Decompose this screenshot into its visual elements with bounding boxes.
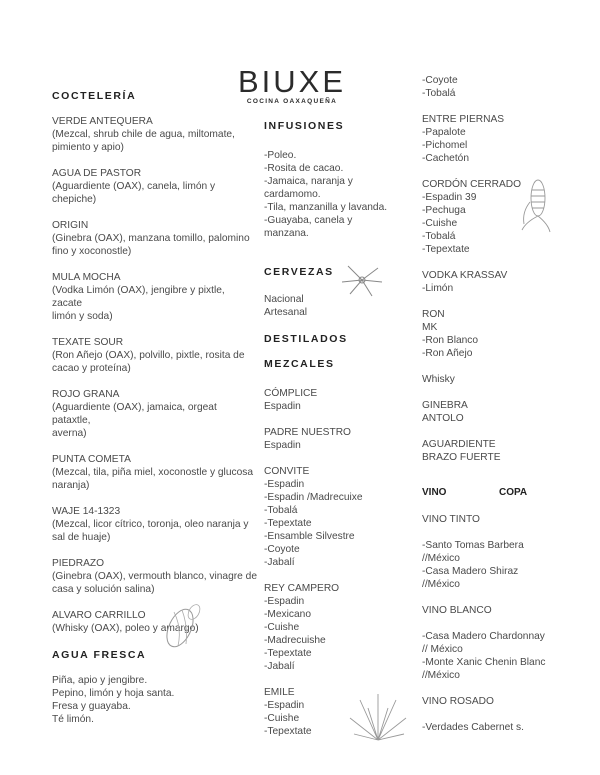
cocteleria-list [52, 115, 257, 635]
infusion-item: -Rosita de cacao. [264, 163, 344, 174]
brand-subtitle: COCINA OAXAQUEÑA [246, 98, 338, 105]
spirit-brand-name: CORDÓN CERRADO [422, 179, 522, 190]
vino-blanco-list [422, 630, 572, 682]
mezcal-variety: -Tobalá [422, 88, 456, 99]
section-title-cervezas: CERVEZAS [264, 266, 334, 278]
brand-name: BIUXE [237, 64, 347, 99]
mezcal-brand-name: CONVITE [264, 466, 310, 477]
mezcal-variety: -Madrecuishe [264, 635, 326, 646]
cocktail-item [52, 167, 257, 206]
section-title-infusiones: INFUSIONES [264, 120, 345, 132]
cocktail-description: (Mezcal, shrub chile de agua, miltomate, [52, 129, 235, 140]
infusion-item: -Guayaba, canela y [264, 215, 353, 226]
cerveza-item: Nacional [264, 294, 304, 305]
mezcal-variety: -Jabalí [264, 557, 295, 568]
mezcal-variety: Espadin [264, 401, 301, 412]
section-title-agua-fresca: AGUA FRESCA [52, 649, 147, 661]
spirit-variety: -Cachetón [422, 153, 470, 164]
cocktail-description: averna) [52, 428, 87, 439]
wine-item: -Casa Madero Shiraz [422, 566, 519, 577]
wine-item: -Monte Xanic Chenin Blanc [422, 657, 546, 668]
mezcal-variety: -Mexicano [264, 609, 311, 620]
spirit-variety: -Ron Blanco [422, 335, 479, 346]
right-top-list [422, 74, 572, 100]
cocktail-item [52, 453, 257, 492]
section-title-cocteleria: COCTELERÍA [52, 90, 137, 102]
cocktail-item [52, 336, 257, 375]
middle-column [264, 120, 414, 751]
mezcal-variety: -Tobalá [264, 505, 298, 516]
mezcal-variety: -Cuishe [264, 622, 300, 633]
spirit-brand [422, 438, 572, 464]
spirit-variety: -Papalote [422, 127, 466, 138]
infusiones-list [264, 149, 414, 240]
infusion-item: manzana. [264, 228, 309, 239]
cocktail-name: VERDE ANTEQUERA [52, 116, 153, 127]
mezcal-brand [264, 387, 414, 413]
cocktail-item [52, 609, 257, 635]
spirit-brand-name: RON [422, 309, 445, 320]
infusion-item: -Poleo. [264, 150, 297, 161]
cerveza-item: Artesanal [264, 307, 308, 318]
spirit-brand-name: Whisky [422, 374, 455, 385]
mezcal-variety: -Tepextate [264, 648, 312, 659]
cocktail-description: (Whisky (OAX), poleo y amargo) [52, 623, 199, 634]
spirit-variety: -Pichomel [422, 140, 468, 151]
cocktail-description: fino y xoconostle) [52, 246, 132, 257]
cocktail-description: (Mezcal, licor cítrico, toronja, oleo naranja y [52, 519, 249, 530]
left-column [52, 90, 257, 726]
cocktail-name: ROJO GRANA [52, 389, 120, 400]
mezcal-brand-name: PADRE NUESTRO [264, 427, 351, 438]
spirit-brand [422, 308, 572, 360]
cocktail-description: casa y solución salina) [52, 584, 155, 595]
mezcal-variety: -Tepextate [264, 518, 312, 529]
cocktail-name: PIEDRAZO [52, 558, 105, 569]
wine-header [422, 486, 572, 499]
cocktail-name: WAJE 14-1323 [52, 506, 121, 517]
spirit-brand-name: GINEBRA [422, 400, 468, 411]
cocktail-item [52, 271, 257, 323]
mezcal-variety: -Espadin [264, 700, 305, 711]
flower-illustration [338, 260, 386, 300]
cocktail-item [52, 219, 257, 258]
cocktail-description: pimiento y apio) [52, 142, 124, 153]
agua-fresca-item: Pepino, limón y hoja santa. [52, 688, 175, 699]
mezcal-variety: -Espadin /Madrecuixe [264, 492, 363, 503]
spirit-brand-name: MK [422, 322, 438, 333]
agua-fresca-item: Piña, apio y jengibre. [52, 675, 148, 686]
spirit-variety: -Tepextate [422, 244, 470, 255]
spirit-brand [422, 373, 572, 386]
cocktail-description: (Aguardiente (OAX), canela, limón y [52, 181, 216, 192]
vino-rosado-title: VINO ROSADO [422, 696, 494, 707]
spirit-variety: -Cuishe [422, 218, 458, 229]
spirit-variety: -Pechuga [422, 205, 466, 216]
wine-item: -Casa Madero Chardonnay [422, 631, 545, 642]
section-title-mezcales: MEZCALES [264, 358, 335, 370]
cocktail-name: MULA MOCHA [52, 272, 121, 283]
mezcal-variety: -Ensamble Silvestre [264, 531, 355, 542]
agua-fresca-item: Fresa y guayaba. [52, 701, 131, 712]
mezcal-brand [264, 465, 414, 569]
cocktail-item [52, 388, 257, 440]
infusion-item: cardamomo. [264, 189, 321, 200]
mezcal-variety: -Coyote [264, 544, 300, 555]
agua-fresca-item: Té limón. [52, 714, 94, 725]
cocktail-name: AGUA DE PASTOR [52, 168, 142, 179]
cocktail-name: PUNTA COMETA [52, 454, 131, 465]
spirit-brand-name: BRAZO FUERTE [422, 452, 501, 463]
cocktail-name: ALVARO CARRILLO [52, 610, 146, 621]
cocktail-description: (Ginebra (OAX), vermouth blanco, vinagre de [52, 571, 257, 582]
cocktail-description: (Mezcal, tila, piña miel, xoconostle y glucosa [52, 467, 254, 478]
spirit-brand-name: ENTRE PIERNAS [422, 114, 505, 125]
vino-tinto-title: VINO TINTO [422, 514, 480, 525]
agave-illustration [346, 688, 410, 744]
mezcal-brand-name: EMILE [264, 687, 295, 698]
spirit-variety: -Limón [422, 283, 454, 294]
mezcal-brand-name: REY CAMPERO [264, 583, 340, 594]
mezcal-variety: Espadin [264, 440, 301, 451]
wine-item: //México [422, 579, 460, 590]
infusion-item: -Tila, manzanilla y lavanda. [264, 202, 388, 213]
cocktail-description: (Ginebra (OAX), manzana tomillo, palomino [52, 233, 250, 244]
spirit-brand-name: VODKA KRASSAV [422, 270, 508, 281]
spirit-variety: -Tobalá [422, 231, 456, 242]
cocktail-description: naranja) [52, 480, 90, 491]
cocktail-description: sal de huaje) [52, 532, 111, 543]
spirit-brand [422, 269, 572, 295]
mezcal-variety: -Espadin [264, 479, 305, 490]
cocktail-description: chepiche) [52, 194, 97, 205]
mezcal-brand [264, 426, 414, 452]
cocktail-item [52, 115, 257, 154]
cocktail-description: (Aguardiente (OAX), jamaica, orgeat pataxtle, [52, 402, 217, 426]
vino-tinto-list [422, 539, 572, 591]
cocktail-name: TEXATE SOUR [52, 337, 124, 348]
vino-blanco-title: VINO BLANCO [422, 605, 492, 616]
vino-rosado-list [422, 721, 572, 734]
cocktail-item [52, 505, 257, 544]
cocktail-item [52, 557, 257, 596]
mezcal-variety: -Tepextate [264, 726, 312, 737]
cocktail-description: limón y soda) [52, 311, 113, 322]
spirit-brand-name: AGUARDIENTE [422, 439, 496, 450]
agua-fresca-list [52, 674, 257, 726]
wine-item: //México [422, 670, 460, 681]
wine-item: -Verdades Cabernet s. [422, 722, 524, 733]
wine-header-copa: COPA [499, 487, 528, 498]
infusion-item: -Jamaica, naranja y [264, 176, 353, 187]
wine-header-vino: VINO [422, 487, 447, 498]
right-groups-list [422, 113, 572, 464]
cocktail-description: (Ron Añejo (OAX), polvillo, pixtle, rosita de [52, 350, 245, 361]
spirit-brand [422, 399, 572, 425]
wine-item: -Santo Tomas Barbera [422, 540, 524, 551]
section-title-destilados: DESTILADOS [264, 333, 348, 345]
wine-item: //México [422, 553, 460, 564]
cocktail-description: (Vodka Limón (OAX), jengibre y pixtle, zacate [52, 285, 225, 309]
cacao-illustration [160, 598, 204, 654]
spirit-variety: -Ron Añejo [422, 348, 473, 359]
spirit-brand-name: ANTOLO [422, 413, 464, 424]
mezcal-variety: -Cuishe [264, 713, 300, 724]
mezcal-brand [264, 582, 414, 673]
cocktail-name: ORIGIN [52, 220, 89, 231]
mezcal-variety: -Espadin [264, 596, 305, 607]
corn-illustration [518, 172, 554, 234]
mezcal-variety: -Jabalí [264, 661, 295, 672]
cocktail-description: cacao y proteína) [52, 363, 131, 374]
mezcal-variety: -Coyote [422, 75, 458, 86]
mezcales-list [264, 387, 414, 738]
mezcal-brand-name: CÓMPLICE [264, 388, 318, 399]
spirit-brand [422, 113, 572, 165]
spirit-variety: -Espadin 39 [422, 192, 477, 203]
wine-item: // México [422, 644, 463, 655]
